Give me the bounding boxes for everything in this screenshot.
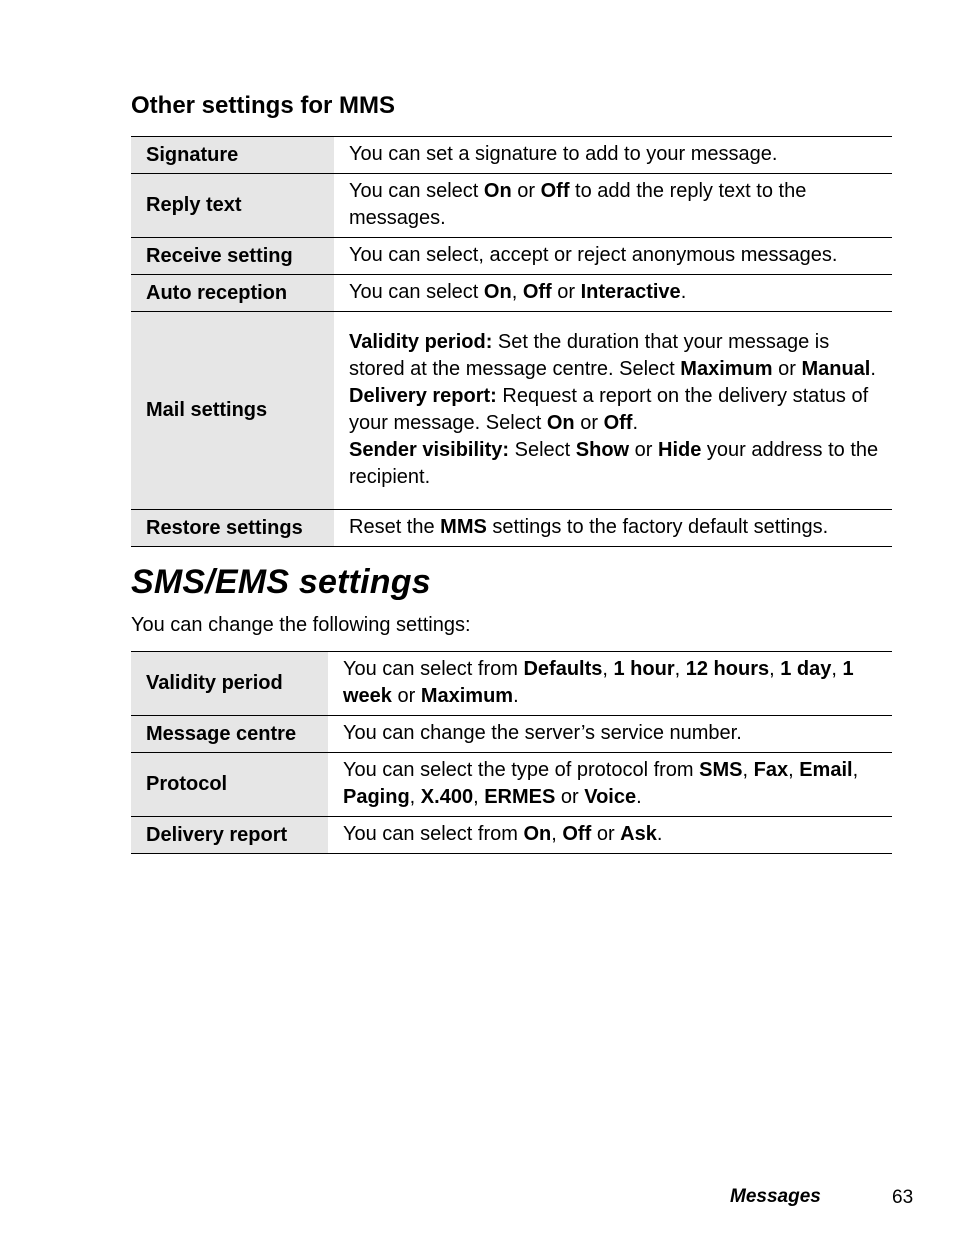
description-text: .: [680, 281, 687, 303]
setting-description: [334, 137, 892, 174]
bold-option-text: Maximum: [680, 358, 773, 380]
bold-option-text: On: [546, 412, 575, 434]
description-text: or: [591, 823, 621, 845]
bold-option-text: On: [523, 823, 552, 845]
settings-row: [131, 275, 892, 312]
setting-name: Auto reception: [131, 275, 334, 312]
description-text: ,: [852, 759, 859, 781]
bold-option-text: Ask: [620, 823, 657, 845]
footer-section-name: Messages: [730, 1186, 821, 1207]
description-text: your address to the recipient.: [349, 439, 879, 488]
bold-option-text: Off: [603, 412, 633, 434]
description-text: Set the duration that your message is stored at the message centre. Select: [349, 331, 830, 380]
bold-option-text: Email: [799, 759, 853, 781]
setting-name: Mail settings: [131, 312, 334, 510]
setting-description: [334, 174, 892, 238]
setting-name: Message centre: [131, 716, 328, 753]
description-text: ,: [831, 658, 843, 680]
description-text: or: [555, 786, 585, 808]
bold-option-text: Fax: [753, 759, 789, 781]
sms-settings-intro: You can change the following settings:: [131, 614, 471, 636]
bold-option-text: Validity period:: [349, 331, 493, 353]
bold-option-text: On: [483, 281, 512, 303]
description-text: .: [632, 412, 639, 434]
description-text: or: [772, 358, 802, 380]
bold-option-text: MMS: [440, 516, 487, 538]
bold-option-text: Off: [540, 180, 570, 202]
description-text: You can select the type of protocol from: [343, 759, 700, 781]
description-text: .: [636, 786, 642, 808]
settings-row: [131, 753, 892, 817]
bold-option-text: 12 hours: [685, 658, 770, 680]
setting-description: [328, 817, 892, 854]
description-text: .: [513, 685, 519, 707]
bold-option-text: Defaults: [523, 658, 603, 680]
bold-option-text: X.400: [420, 786, 474, 808]
setting-description: [328, 652, 892, 716]
bold-option-text: Interactive: [580, 281, 681, 303]
description-text: to add the reply text to the messages.: [349, 180, 807, 229]
bold-option-text: Voice: [584, 786, 637, 808]
bold-option-text: Paging: [343, 786, 410, 808]
settings-row: [131, 817, 892, 854]
bold-option-text: 1 day: [780, 658, 832, 680]
setting-description: [334, 510, 892, 547]
mms-settings-heading: Other settings for MMS: [131, 92, 396, 119]
sms-settings-table: [131, 651, 892, 854]
setting-name: Receive setting: [131, 238, 334, 275]
description-text: ,: [769, 658, 781, 680]
bold-option-text: Show: [575, 439, 630, 461]
setting-name: Restore settings: [131, 510, 334, 547]
description-text: or: [511, 180, 541, 202]
settings-row: [131, 652, 892, 716]
bold-option-text: On: [483, 180, 512, 202]
setting-description: [334, 238, 892, 275]
description-text: Request a report on the delivery status of your message. Select: [349, 385, 869, 434]
description-text: ,: [602, 658, 614, 680]
description-text: ,: [473, 786, 485, 808]
mms-settings-table: [131, 136, 892, 547]
setting-name: Validity period: [131, 652, 328, 716]
bold-option-text: Off: [522, 281, 552, 303]
setting-name: Signature: [131, 137, 334, 174]
settings-row: [131, 238, 892, 275]
bold-option-text: ERMES: [484, 786, 556, 808]
setting-name: Delivery report: [131, 817, 328, 854]
setting-name: Reply text: [131, 174, 334, 238]
bold-option-text: Manual: [801, 358, 871, 380]
page-number: 63: [892, 1187, 914, 1208]
description-text: or: [629, 439, 659, 461]
description-text: Select: [509, 439, 576, 461]
bold-option-text: Delivery report:: [349, 385, 497, 407]
description-text: ,: [551, 823, 563, 845]
description-text: ,: [409, 786, 421, 808]
description-text: ,: [511, 281, 523, 303]
description-text: or: [551, 281, 581, 303]
settings-row: [131, 137, 892, 174]
description-text: You can select, accept or reject anonymous messages.: [349, 244, 838, 266]
bold-option-text: Hide: [658, 439, 702, 461]
description-text: .: [870, 358, 876, 380]
settings-row: [131, 716, 892, 753]
description-text: .: [656, 823, 663, 845]
bold-option-text: 1 hour: [613, 658, 675, 680]
setting-description: [334, 275, 892, 312]
bold-option-text: 1 week: [343, 658, 854, 707]
description-text: You can select: [349, 281, 484, 303]
description-text: You can set a signature to add to your message.: [349, 143, 778, 165]
bold-option-text: SMS: [699, 759, 743, 781]
description-text: You can change the server’s service number.: [343, 722, 742, 744]
description-text: settings to the factory default settings.: [486, 516, 829, 538]
settings-row: [131, 312, 892, 510]
bold-option-text: Off: [562, 823, 592, 845]
description-text: or: [391, 685, 421, 707]
description-text: You can select: [349, 180, 484, 202]
setting-description: [328, 753, 892, 817]
bold-option-text: Sender visibility:: [349, 439, 510, 461]
description-text: Reset the: [349, 516, 441, 538]
description-text: ,: [674, 658, 686, 680]
setting-description: [328, 716, 892, 753]
description-text: ,: [742, 759, 754, 781]
bold-option-text: Maximum: [420, 685, 514, 707]
description-text: or: [574, 412, 604, 434]
settings-row: [131, 510, 892, 547]
sms-ems-settings-title: SMS/EMS settings: [131, 563, 431, 601]
description-text: ,: [788, 759, 800, 781]
settings-row: [131, 174, 892, 238]
description-text: You can select from: [343, 658, 524, 680]
setting-description: [334, 312, 892, 510]
setting-name: Protocol: [131, 753, 328, 817]
description-text: You can select from: [343, 823, 524, 845]
